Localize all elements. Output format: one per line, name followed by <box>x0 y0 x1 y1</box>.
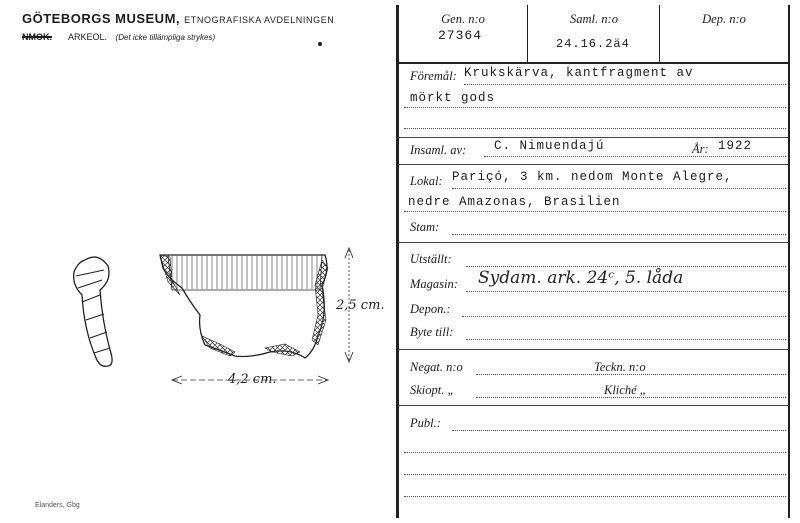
rim-hatching <box>172 256 317 289</box>
dotted-rule <box>404 452 786 453</box>
width-measure-label: 4,2 cm. <box>228 372 277 387</box>
utstallt-label: Utställt: <box>410 252 452 266</box>
dotted-rule <box>404 496 786 497</box>
struck-word: NMOK. <box>22 32 52 42</box>
department-subheader <box>22 32 215 42</box>
insaml-label: Insaml. av: <box>410 143 467 157</box>
arkeol-label: ARKEOL. <box>68 32 108 42</box>
magasin-label: Magasin: <box>410 277 458 291</box>
sherd-profile <box>74 257 112 366</box>
section-rule <box>398 137 788 138</box>
printer-imprint: Elanders, Gbg <box>35 502 80 509</box>
dotted-rule <box>452 234 786 235</box>
lokal-label: Lokal: <box>410 174 443 188</box>
dotted-rule <box>404 211 786 212</box>
saml-no-label: Saml. n:o <box>570 12 618 26</box>
section-rule <box>398 405 788 406</box>
dep-no-label: Dep. n:o <box>702 12 746 26</box>
break-edge-right <box>312 260 328 345</box>
foremal-value-line1: Krukskärva, kantfragment av <box>464 66 694 80</box>
break-edge-bottom <box>202 336 300 356</box>
section-rule <box>398 242 788 243</box>
kliche-label: Kliché „ <box>604 383 647 397</box>
dotted-rule <box>466 339 786 340</box>
teckn-label: Teckn. n:o <box>594 360 646 374</box>
section-rule <box>398 349 788 350</box>
insaml-value: C. Nimuendajú <box>494 139 605 153</box>
dotted-rule <box>404 107 786 108</box>
dotted-rule <box>466 291 786 292</box>
year-value: 1922 <box>718 139 753 153</box>
museum-name: GÖTEBORGS MUSEUM, <box>22 11 181 26</box>
department-name: ETNOGRAFISKA AVDELNINGEN <box>184 15 335 25</box>
stam-label: Stam: <box>410 220 440 234</box>
card-right-border <box>788 5 790 518</box>
museum-header <box>22 11 334 26</box>
section-rule <box>398 164 788 165</box>
gen-no-value: 27364 <box>438 28 483 43</box>
dotted-rule <box>452 430 786 431</box>
dotted-rule <box>464 84 786 85</box>
foremal-label: Föremål: <box>410 69 457 83</box>
dotted-rule <box>466 266 786 267</box>
dotted-rule <box>404 474 786 475</box>
dotted-rule <box>484 156 786 157</box>
year-label: År: <box>692 142 709 156</box>
lokal-value-line1: Pariçó, 3 km. nedom Monte Alegre, <box>452 170 733 184</box>
rim-band <box>168 255 322 290</box>
foremal-value-line2: mörkt gods <box>410 91 496 105</box>
lokal-value-line2: nedre Amazonas, Brasilien <box>408 195 621 209</box>
magasin-value: Sydam. ark. 24ᶜ, 5. låda <box>478 268 684 288</box>
header-divider-2 <box>659 5 660 62</box>
publ-label: Publ.: <box>410 416 441 430</box>
saml-no-value: 24.16.2ä4 <box>556 37 630 51</box>
depon-label: Depon.: <box>410 302 451 316</box>
height-measure-label: 2,5 cm. <box>336 298 385 313</box>
header-bottom-rule <box>398 62 790 64</box>
gen-no-label: Gen. n:o <box>441 12 485 26</box>
dotted-rule <box>462 316 786 317</box>
dotted-rule <box>476 374 786 375</box>
dotted-rule <box>476 397 786 398</box>
card-left-border <box>396 5 399 518</box>
header-divider-1 <box>527 5 528 62</box>
profile-bands <box>76 270 110 353</box>
byte-label: Byte till: <box>410 325 454 339</box>
ink-dot <box>318 42 322 46</box>
strike-note: (Det icke tillämpliga strykes) <box>115 33 216 42</box>
dotted-rule <box>404 128 786 129</box>
dotted-rule <box>452 188 786 189</box>
skiopt-label: Skiopt. „ <box>410 383 455 397</box>
negat-label: Negat. n:o <box>410 360 463 374</box>
